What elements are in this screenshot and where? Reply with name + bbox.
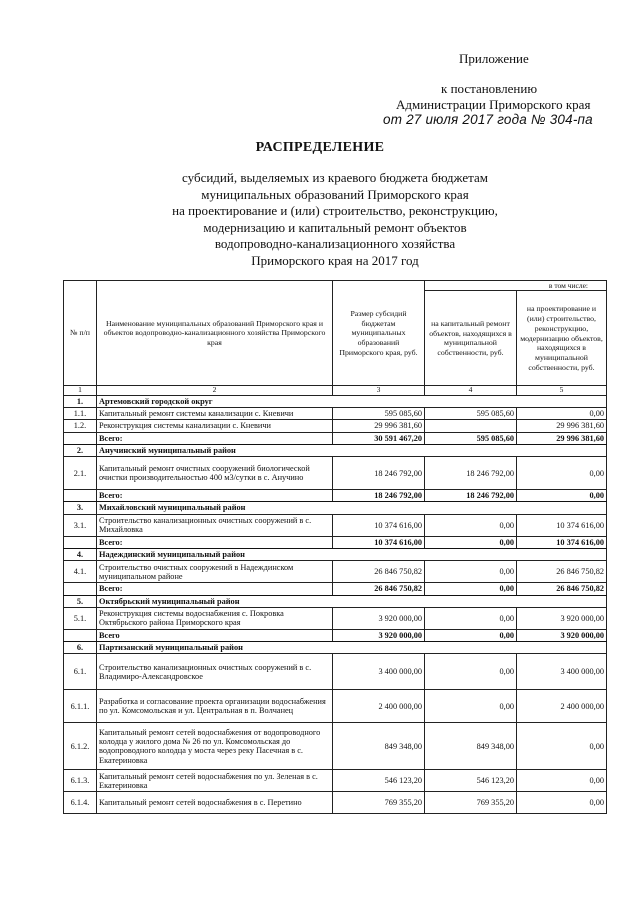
appendix-label: Приложение [459, 51, 529, 66]
capital-repair-cell: 0,00 [425, 629, 517, 641]
capital-repair-cell: 18 246 792,00 [425, 490, 517, 502]
section-row [64, 395, 607, 407]
row-number: 6.1.3. [64, 770, 97, 792]
amount-cell: 2 400 000,00 [333, 690, 425, 723]
total-label: Всего: [97, 490, 333, 502]
section-name: Михайловский муниципальный район [97, 502, 607, 514]
decree-date-line: от 27 июля 2017 года № 304-па [383, 112, 593, 127]
row-number: 2. [64, 444, 97, 456]
header-name: Наименование муниципальных образований Приморского края и объектов водопроводно-канализационного хозяйства Приморского края [97, 281, 333, 386]
table-row [64, 420, 607, 432]
design-construction-cell: 3 920 000,00 [517, 607, 607, 629]
header-amount: Размер субсидий бюджетам муниципальных образований Приморского края, руб. [333, 281, 425, 386]
row-number: 3.1. [64, 514, 97, 536]
table-row [64, 770, 607, 792]
table-row [64, 607, 607, 629]
capital-repair-cell: 0,00 [425, 654, 517, 690]
section-name: Артемовский городской округ [97, 395, 607, 407]
design-construction-cell: 0,00 [517, 770, 607, 792]
design-construction-cell: 0,00 [517, 490, 607, 502]
design-construction-cell: 26 846 750,82 [517, 583, 607, 595]
amount-cell: 26 846 750,82 [333, 583, 425, 595]
section-row [64, 595, 607, 607]
row-number: 1.2. [64, 420, 97, 432]
design-construction-cell: 3 400 000,00 [517, 654, 607, 690]
header-design: на проектирование и (или) строительство, реконструкцию, модернизацию объектов, находящихся в муниципальной собственности, руб. [517, 291, 607, 386]
section-name: Надеждинский муниципальный район [97, 549, 607, 561]
capital-repair-cell: 0,00 [425, 583, 517, 595]
row-number: 6. [64, 642, 97, 654]
row-number [64, 629, 97, 641]
row-number: 6.1.4. [64, 792, 97, 814]
total-label: Всего: [97, 536, 333, 548]
object-name: Строительство очистных сооружений в Надеждинском муниципальном районе [97, 561, 333, 583]
design-construction-cell: 0,00 [517, 723, 607, 770]
capital-repair-cell: 0,00 [425, 607, 517, 629]
col-number: 4 [425, 386, 517, 395]
subtitle-line: Приморского края на 2017 год [251, 252, 419, 268]
row-number [64, 490, 97, 502]
row-number: 4.1. [64, 561, 97, 583]
design-construction-cell: 0,00 [517, 792, 607, 814]
amount-cell: 849 348,00 [333, 723, 425, 770]
total-row [64, 629, 607, 641]
row-number: 1.1. [64, 408, 97, 420]
administration-label: Администрации Приморского края [396, 97, 591, 112]
design-construction-cell: 26 846 750,82 [517, 561, 607, 583]
table-row [64, 723, 607, 770]
amount-cell: 3 400 000,00 [333, 654, 425, 690]
col-number: 3 [333, 386, 425, 395]
capital-repair-cell: 18 246 792,00 [425, 457, 517, 490]
section-name: Анучинский муниципальный район [97, 444, 607, 456]
capital-repair-cell: 595 085,60 [425, 432, 517, 444]
row-number: 6.1. [64, 654, 97, 690]
design-construction-cell: 3 920 000,00 [517, 629, 607, 641]
amount-cell: 3 920 000,00 [333, 607, 425, 629]
row-number [64, 583, 97, 595]
capital-repair-cell: 595 085,60 [425, 408, 517, 420]
document-subtitle [150, 170, 520, 269]
amount-cell: 10 374 616,00 [333, 514, 425, 536]
table-body [64, 395, 607, 814]
row-number: 6.1.1. [64, 690, 97, 723]
object-name: Разработка и согласование проекта организации водоснабжения по ул. Комсомольская и ул. Центральная в п. Волчанец [97, 690, 333, 723]
amount-cell: 546 123,20 [333, 770, 425, 792]
total-label: Всего: [97, 432, 333, 444]
amount-cell: 29 996 381,60 [333, 420, 425, 432]
design-construction-cell: 0,00 [517, 408, 607, 420]
table-row [64, 690, 607, 723]
section-row [64, 642, 607, 654]
capital-repair-cell: 849 348,00 [425, 723, 517, 770]
design-construction-cell: 10 374 616,00 [517, 514, 607, 536]
object-name: Капитальный ремонт очистных сооружений биологической очистки производительностью 400 м3/сутки в с. Анучино [97, 457, 333, 490]
capital-repair-cell: 0,00 [425, 561, 517, 583]
header-capital: на капитальный ремонт объектов, находящихся в муниципальной собственности, руб. [425, 291, 517, 386]
amount-cell: 10 374 616,00 [333, 536, 425, 548]
design-construction-cell: 0,00 [517, 457, 607, 490]
design-construction-cell: 29 996 381,60 [517, 432, 607, 444]
object-name: Капитальный ремонт сетей водоснабжения от водопроводного колодца у жилого дома № 26 по ул. Комсомольская до водопроводного колодца у моста через реку Пасечная в с. Екатериновка [97, 723, 333, 770]
design-construction-cell: 2 400 000,00 [517, 690, 607, 723]
table-row [64, 457, 607, 490]
total-row [64, 432, 607, 444]
col-number: 1 [64, 386, 97, 395]
section-row [64, 444, 607, 456]
to-decree-label: к постановлению [441, 81, 538, 96]
capital-repair-cell [425, 420, 517, 432]
subtitle-line: водопроводно-канализационного хозяйства [214, 236, 456, 251]
amount-cell: 18 246 792,00 [333, 490, 425, 502]
row-number: 3. [64, 502, 97, 514]
amount-cell: 26 846 750,82 [333, 561, 425, 583]
table-row [64, 514, 607, 536]
amount-cell: 30 591 467,20 [333, 432, 425, 444]
total-label: Всего: [97, 583, 333, 595]
object-name: Капитальный ремонт сетей водоснабжения по ул. Зеленая в с. Екатериновка [97, 770, 333, 792]
capital-repair-cell: 0,00 [425, 514, 517, 536]
row-number: 6.1.2. [64, 723, 97, 770]
object-name: Реконструкция системы водоснабжения с. Покровка Октябрьского района Приморского края [97, 607, 333, 629]
design-construction-cell: 29 996 381,60 [517, 420, 607, 432]
row-number: 2.1. [64, 457, 97, 490]
subsidy-distribution-table [63, 280, 607, 814]
header-num: № п/п [64, 281, 97, 386]
col-number: 2 [97, 386, 333, 395]
table-row [64, 561, 607, 583]
capital-repair-cell: 0,00 [425, 690, 517, 723]
row-number [64, 432, 97, 444]
header-group-including: в том числе: [425, 281, 607, 291]
amount-cell: 769 355,20 [333, 792, 425, 814]
row-number: 5. [64, 595, 97, 607]
object-name: Реконструкция системы канализации с. Кневичи [97, 420, 333, 432]
subtitle-line: на проектирование и (или) строительство, реконструкцию, [172, 203, 498, 218]
capital-repair-cell: 0,00 [425, 536, 517, 548]
subtitle-line: модернизацию и капитальный ремонт объектов [203, 219, 467, 235]
table-row [64, 654, 607, 690]
table-row [64, 408, 607, 420]
subtitle-line: субсидий, выделяемых из краевого бюджета бюджетам [182, 170, 488, 185]
section-row [64, 502, 607, 514]
capital-repair-cell: 546 123,20 [425, 770, 517, 792]
design-construction-cell: 10 374 616,00 [517, 536, 607, 548]
row-number: 5.1. [64, 607, 97, 629]
object-name: Строительство канализационных очистных сооружений в с. Владимиро-Александровское [97, 654, 333, 690]
amount-cell: 18 246 792,00 [333, 457, 425, 490]
row-number: 1. [64, 395, 97, 407]
amount-cell: 3 920 000,00 [333, 629, 425, 641]
section-name: Октябрьский муниципальный район [97, 595, 607, 607]
total-row [64, 490, 607, 502]
object-name: Капитальный ремонт сетей водоснабжения в с. Перетино [97, 792, 333, 814]
total-row [64, 536, 607, 548]
capital-repair-cell: 769 355,20 [425, 792, 517, 814]
subtitle-line: муниципальных образований Приморского края [201, 186, 469, 202]
total-label: Всего [97, 629, 333, 641]
table-row [64, 792, 607, 814]
object-name: Строительство канализационных очистных сооружений в с. Михайловка [97, 514, 333, 536]
object-name: Капитальный ремонт системы канализации с. Кневичи [97, 408, 333, 420]
section-row [64, 549, 607, 561]
section-name: Партизанский муниципальный район [97, 642, 607, 654]
row-number: 4. [64, 549, 97, 561]
amount-cell: 595 085,60 [333, 408, 425, 420]
total-row [64, 583, 607, 595]
row-number [64, 536, 97, 548]
col-number: 5 [517, 386, 607, 395]
document-title: РАСПРЕДЕЛЕНИЕ [255, 140, 385, 155]
